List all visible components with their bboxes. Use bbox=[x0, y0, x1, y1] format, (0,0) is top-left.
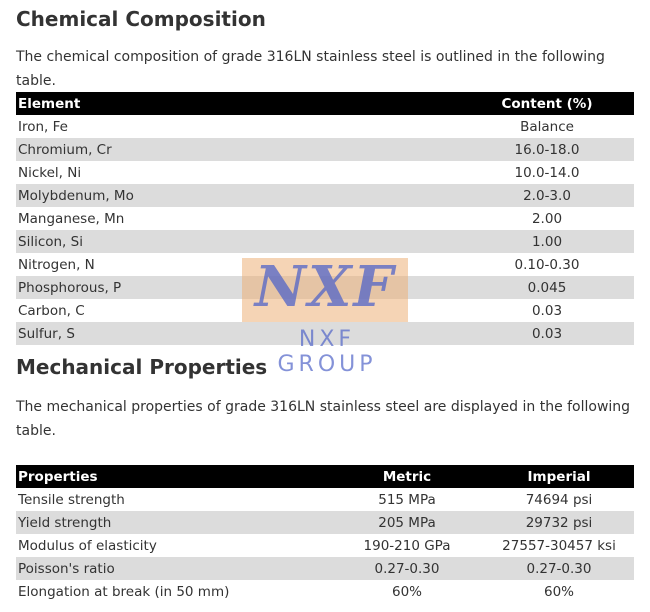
element-cell: Nitrogen, N bbox=[18, 256, 95, 273]
table-row bbox=[16, 511, 634, 534]
content-cell: 2.00 bbox=[531, 210, 563, 227]
imperial-cell: 74694 psi bbox=[525, 491, 593, 508]
property-cell: Modulus of elasticity bbox=[18, 537, 157, 554]
watermark-text: NXF GROUP bbox=[277, 327, 377, 377]
element-cell: Phosphorous, P bbox=[16, 276, 460, 299]
imperial-cell: 29732 psi bbox=[484, 511, 634, 534]
property-cell: Poisson's ratio bbox=[16, 557, 330, 580]
property-cell: Yield strength bbox=[16, 511, 330, 534]
content-cell: 16.0-18.0 bbox=[460, 138, 634, 161]
metric-cell: 190-210 GPa bbox=[363, 537, 451, 554]
column-header-element: Element bbox=[16, 92, 460, 115]
content-cell: 2.0-3.0 bbox=[460, 184, 634, 207]
property-cell: Elongation at break (in 50 mm) bbox=[18, 583, 230, 600]
watermark-logo: NXF bbox=[254, 254, 396, 320]
element-cell: Molybdenum, Mo bbox=[16, 184, 460, 207]
element-cell: Carbon, C bbox=[18, 302, 85, 319]
mechanical-table-body bbox=[16, 488, 634, 603]
imperial-cell: 60% bbox=[543, 583, 574, 600]
table-header-row bbox=[16, 465, 634, 488]
mechanical-properties-intro: The mechanical properties of grade 316LN stainless steel are displayed in the following table. bbox=[16, 399, 631, 439]
column-header-imperial: Imperial bbox=[484, 465, 634, 488]
element-cell: Sulfur, S bbox=[16, 322, 460, 345]
metric-cell: 60% bbox=[391, 583, 422, 600]
table-header-row bbox=[16, 92, 634, 115]
table-row bbox=[16, 580, 634, 603]
table-row bbox=[16, 488, 634, 511]
imperial-cell: 0.27-0.30 bbox=[484, 557, 634, 580]
chemical-composition-heading: Chemical Composition bbox=[16, 7, 266, 31]
metric-cell: 205 MPa bbox=[330, 511, 484, 534]
table-row bbox=[16, 184, 634, 207]
element-cell: Nickel, Ni bbox=[18, 164, 82, 181]
metric-cell: 0.27-0.30 bbox=[330, 557, 484, 580]
element-cell: Chromium, Cr bbox=[16, 138, 460, 161]
column-header-properties: Properties bbox=[16, 465, 330, 488]
table-row bbox=[16, 557, 634, 580]
chemical-composition-intro: The chemical composition of grade 316LN stainless steel is outlined in the following table. bbox=[16, 49, 605, 89]
element-cell: Silicon, Si bbox=[16, 230, 460, 253]
table-row bbox=[16, 207, 634, 230]
content-cell: Balance bbox=[520, 118, 574, 135]
metric-cell: 515 MPa bbox=[378, 491, 436, 508]
content-cell: 0.10-0.30 bbox=[514, 256, 580, 273]
property-cell: Tensile strength bbox=[18, 491, 125, 508]
mechanical-properties-heading: Mechanical Properties bbox=[16, 355, 268, 379]
element-cell: Manganese, Mn bbox=[18, 210, 125, 227]
column-header-content: Content (%) bbox=[460, 92, 634, 115]
mechanical-properties-table bbox=[16, 465, 634, 603]
content-cell: 0.03 bbox=[460, 322, 634, 345]
table-row bbox=[16, 115, 634, 138]
table-row bbox=[16, 534, 634, 557]
table-row bbox=[16, 161, 634, 184]
content-cell: 10.0-14.0 bbox=[514, 164, 580, 181]
table-row bbox=[16, 138, 634, 161]
column-header-metric: Metric bbox=[330, 465, 484, 488]
content-cell: 0.045 bbox=[460, 276, 634, 299]
element-cell: Iron, Fe bbox=[18, 118, 68, 135]
content-cell: 1.00 bbox=[460, 230, 634, 253]
imperial-cell: 27557-30457 ksi bbox=[502, 537, 616, 554]
table-row bbox=[16, 230, 634, 253]
content-cell: 0.03 bbox=[531, 302, 563, 319]
